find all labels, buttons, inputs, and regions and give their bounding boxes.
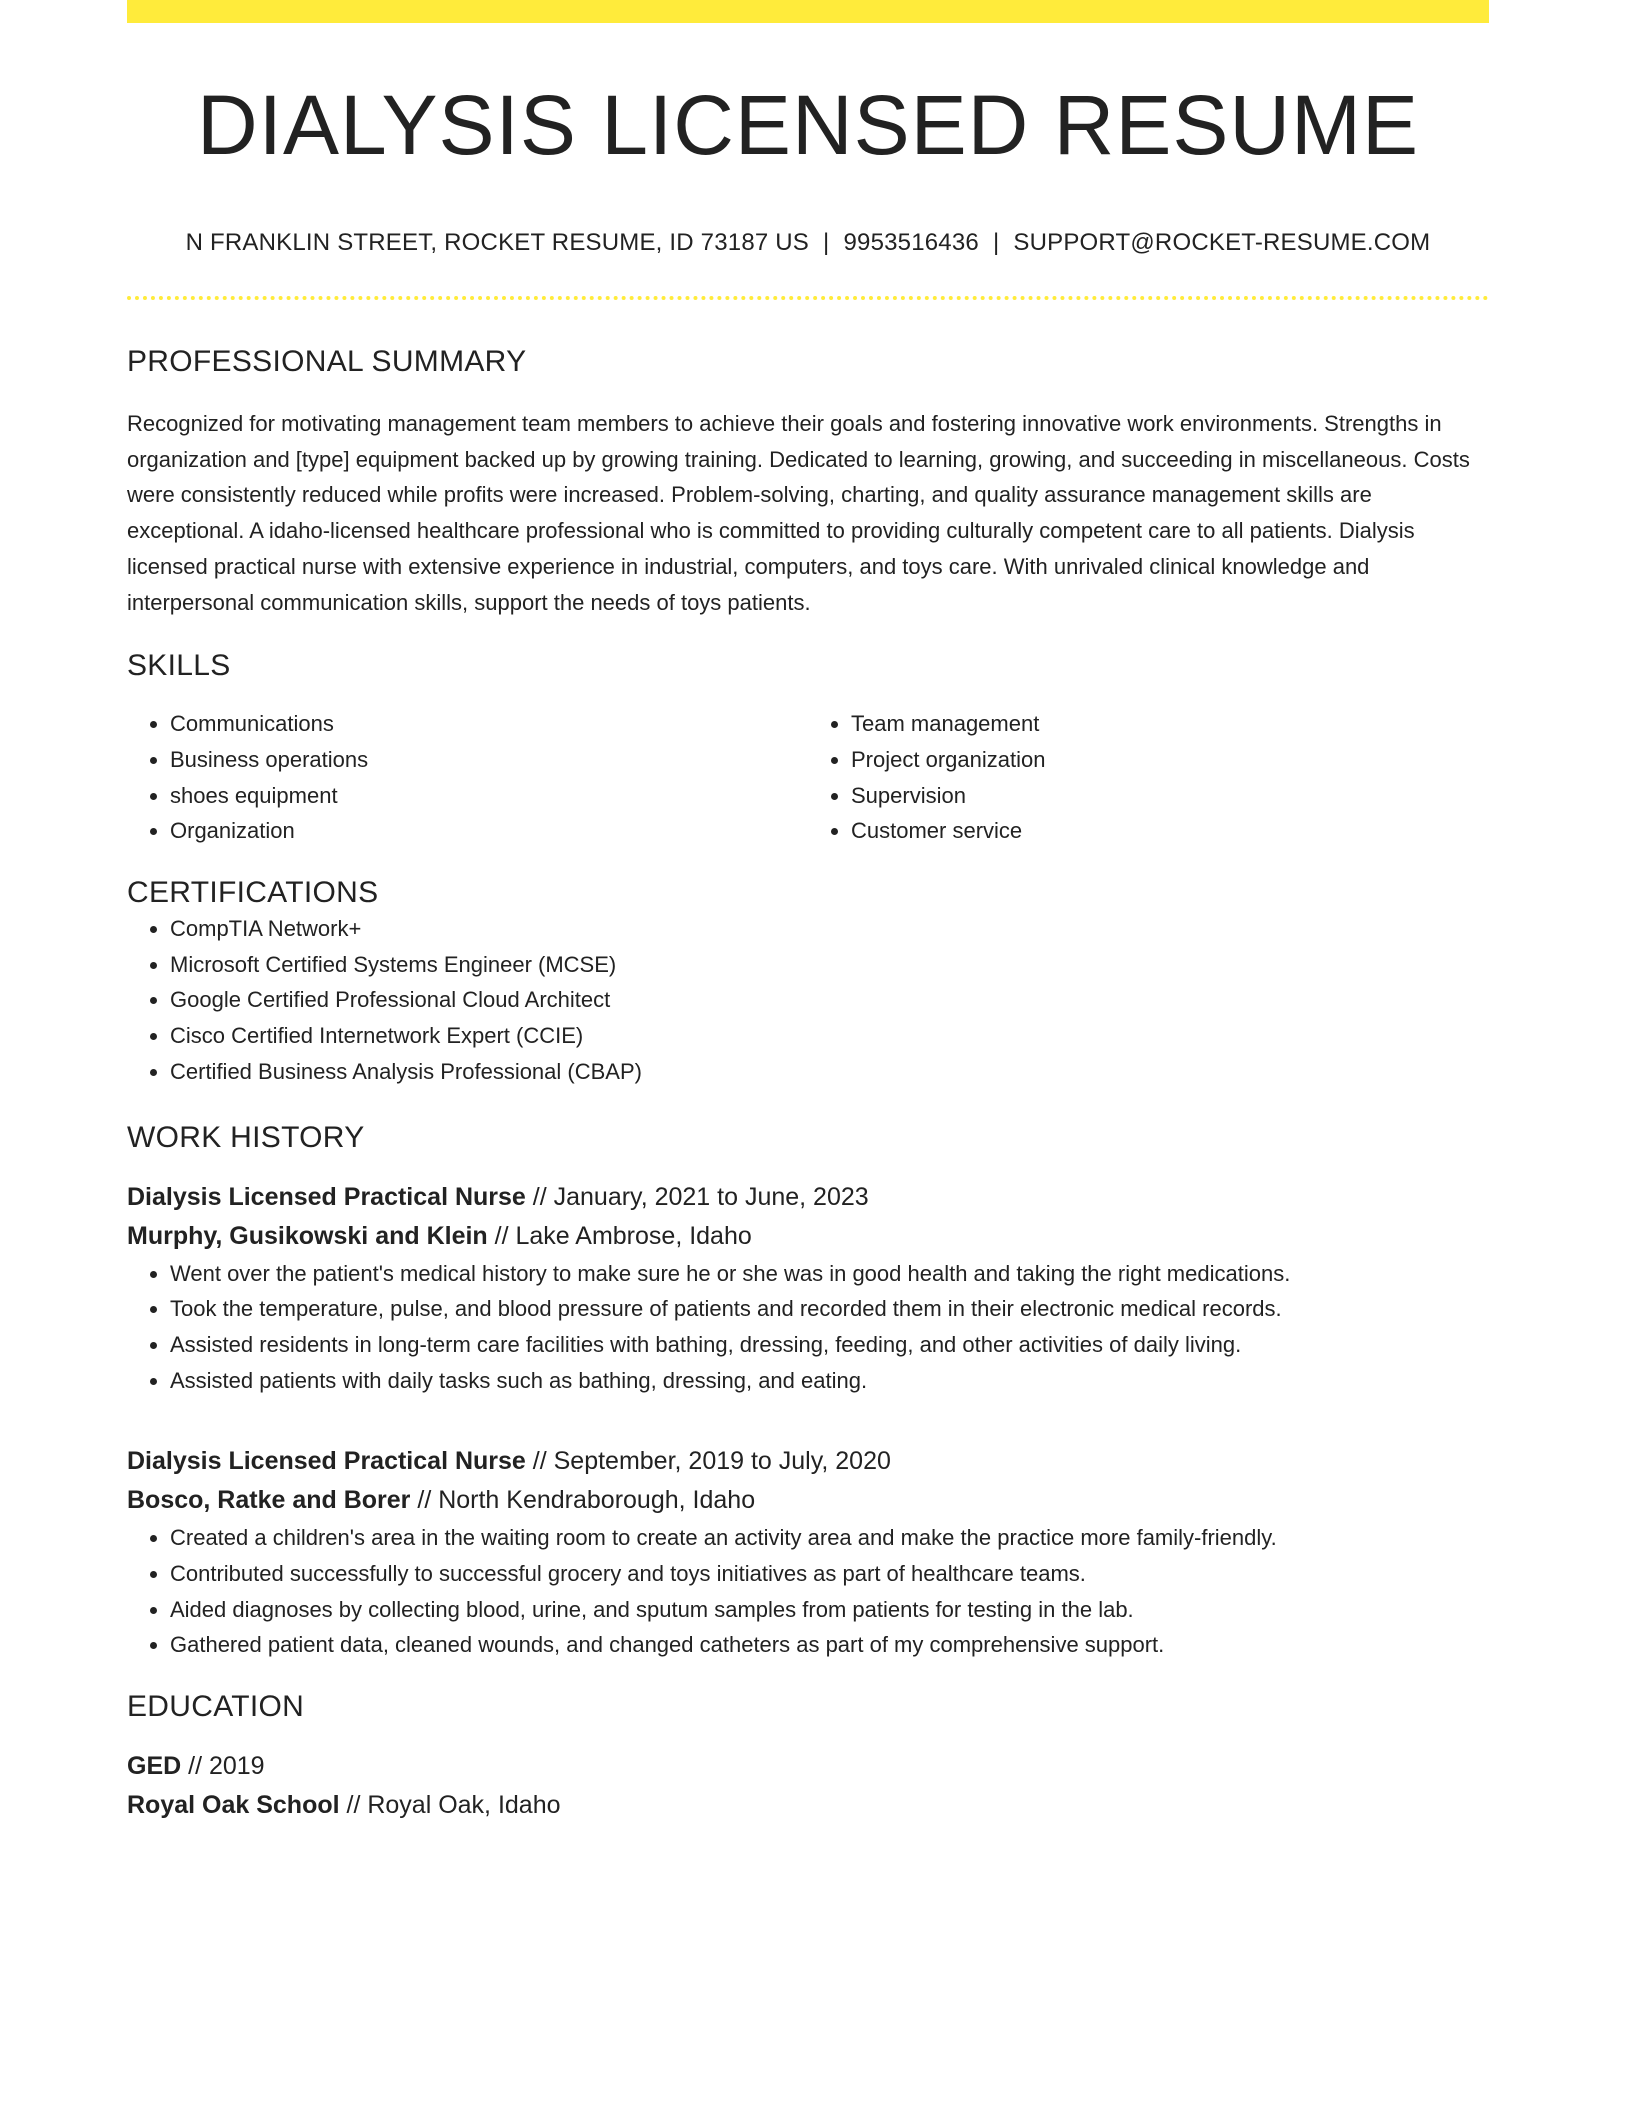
job-duty-item: • Assisted residents in long-term care facilities with bathing, dressing, feeding, and other activities of daily living.	[170, 1327, 1489, 1363]
job-entry	[127, 1178, 1489, 1399]
contact-line	[127, 229, 1489, 257]
skills-list	[127, 706, 1489, 849]
skill-item: • shoes equipment	[170, 778, 808, 814]
job-duty-item: • Aided diagnoses by collecting blood, urine, and sputum samples from patients for testing in the lab.	[170, 1592, 1489, 1628]
resume-page	[127, 0, 1489, 1825]
certification-item: • Microsoft Certified Systems Engineer (MCSE)	[170, 947, 1489, 983]
skills-column-left	[127, 706, 808, 849]
job-duty-item: • Gathered patient data, cleaned wounds, and changed catheters as part of my comprehensive support.	[170, 1627, 1489, 1663]
education-school-line	[127, 1786, 1489, 1825]
contact-phone: 9953516436	[843, 229, 979, 256]
job-dates: // January, 2021 to June, 2023	[525, 1182, 869, 1211]
job-title: Dialysis Licensed Practical Nurse	[127, 1447, 526, 1476]
job-entry	[127, 1442, 1489, 1663]
skill-item: • Organization	[170, 813, 808, 849]
job-duty-item: • Took the temperature, pulse, and blood pressure of patients and recorded them in their electronic medical records.	[170, 1291, 1489, 1327]
job-location: // Lake Ambrose, Idaho	[487, 1221, 752, 1250]
job-duties	[127, 1520, 1489, 1663]
education-location: // Royal Oak, Idaho	[339, 1791, 561, 1820]
skill-item: • Supervision	[851, 778, 1489, 814]
job-duty-item: • Assisted patients with daily tasks such as bathing, dressing, and eating.	[170, 1363, 1489, 1399]
skill-item: • Project organization	[851, 742, 1489, 778]
education-degree-line	[127, 1747, 1489, 1786]
skill-item: • Team management	[851, 706, 1489, 742]
job-dates: // September, 2019 to July, 2020	[525, 1447, 891, 1476]
certifications-heading: CERTIFICATIONS	[127, 876, 379, 910]
certifications-list	[127, 911, 1489, 1090]
top-accent-bar	[127, 0, 1489, 23]
resume-title: DIALYSIS LICENSED RESUME	[196, 78, 1420, 172]
job-duty-item: • Created a children's area in the waiting room to create an activity area and make the practice more family-friendly.	[170, 1520, 1489, 1556]
skills-column-right	[808, 706, 1489, 849]
job-location: // North Kendraborough, Idaho	[410, 1486, 756, 1515]
skills-heading: SKILLS	[127, 649, 231, 683]
skill-item: • Customer service	[851, 813, 1489, 849]
job-duty-item: • Went over the patient's medical history to make sure he or she was in good health and taking the right medications.	[170, 1256, 1489, 1292]
job-company-line	[127, 1481, 1489, 1520]
education-entry	[127, 1747, 1489, 1825]
skill-item: • Communications	[170, 706, 808, 742]
job-title-line	[127, 1178, 1489, 1217]
contact-separator: |	[992, 229, 1000, 256]
job-duty-item: • Contributed successfully to successful grocery and toys initiatives as part of healthcare teams.	[170, 1556, 1489, 1592]
job-company: Murphy, Gusikowski and Klein	[127, 1221, 488, 1250]
work-history-heading: WORK HISTORY	[127, 1120, 365, 1154]
certification-item: • Google Certified Professional Cloud Architect	[170, 982, 1489, 1018]
dotted-divider	[127, 296, 1489, 300]
certification-item: • CompTIA Network+	[170, 911, 1489, 947]
skill-item: • Business operations	[170, 742, 808, 778]
contact-email: SUPPORT@ROCKET-RESUME.COM	[1013, 229, 1431, 256]
education-degree: GED	[127, 1752, 182, 1781]
job-duties	[127, 1256, 1489, 1399]
education-heading: EDUCATION	[127, 1690, 305, 1724]
education-school: Royal Oak School	[127, 1791, 340, 1820]
education-year: // 2019	[181, 1752, 265, 1781]
job-company: Bosco, Ratke and Borer	[127, 1486, 411, 1515]
summary-heading: PROFESSIONAL SUMMARY	[127, 345, 527, 378]
certification-item: • Cisco Certified Internetwork Expert (CCIE)	[170, 1018, 1489, 1054]
contact-separator: |	[823, 229, 830, 256]
job-company-line	[127, 1217, 1489, 1256]
certification-item: • Certified Business Analysis Professional (CBAP)	[170, 1054, 1489, 1090]
job-title-line	[127, 1442, 1489, 1481]
job-title: Dialysis Licensed Practical Nurse	[127, 1182, 526, 1211]
summary-text: Recognized for motivating management team members to achieve their goals and fostering innovative work environments. Strengths in organization and [type] equipment backed up by growing training. Dedicated to learning, growing, and succeeding in miscellaneous. Costs were consistently reduced while profits were increased. Problem-solving, charting, and quality assurance management skills are exceptional. A idaho-licensed healthcare professional who is committed to providing culturally competent care to all patients. Dialysis licensed practical nurse with extensive experience in industrial, computers, and toys care. With unrivaled clinical knowledge and interpersonal communication skills, support the needs of toys patients.	[127, 411, 1470, 615]
contact-address: N FRANKLIN STREET, ROCKET RESUME, ID 73187 US	[185, 229, 810, 256]
